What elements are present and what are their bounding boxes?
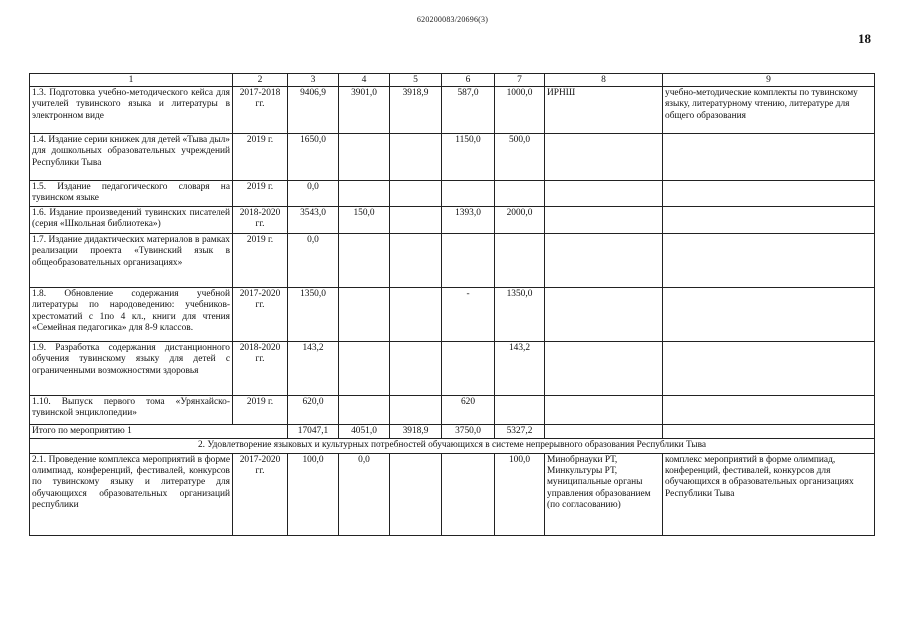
amount-cell: [339, 341, 390, 395]
total-amount-cell: 9406,9: [288, 87, 339, 134]
amount-cell: [390, 453, 442, 535]
amount-cell: 500,0: [495, 134, 545, 181]
amount-cell: 3918,9: [390, 87, 442, 134]
amount-cell: [390, 395, 442, 424]
column-number: 7: [495, 74, 545, 87]
activity-name: 1.3. Подготовка учебно-методического кейса для учителей тувинского языка и литературы в электронном виде: [30, 87, 233, 134]
result-cell: [663, 206, 875, 233]
amount-cell: [339, 287, 390, 341]
period-cell: 2017-2020 гг.: [233, 287, 288, 341]
amount-cell: [339, 395, 390, 424]
table-body: [30, 74, 875, 536]
result-cell: учебно-методические комплекты по тувинскому языку, литературному чтению, литературе для общего образования: [663, 87, 875, 134]
amount-cell: 587,0: [442, 87, 495, 134]
total-amount-cell: 1350,0: [288, 287, 339, 341]
executor-cell: [545, 181, 663, 207]
column-number: 8: [545, 74, 663, 87]
amount-cell: 2000,0: [495, 206, 545, 233]
amount-cell: -: [442, 287, 495, 341]
executor-cell: [545, 287, 663, 341]
amount-cell: [495, 395, 545, 424]
column-number: 5: [390, 74, 442, 87]
executor-cell: [545, 134, 663, 181]
activity-name: 1.4. Издание серии книжек для детей «Тыва дыл» для дошкольных образовательных учреждений Республики Тыва: [30, 134, 233, 181]
amount-cell: 1350,0: [495, 287, 545, 341]
activity-name: 1.8. Обновление содержания учебной литературы по народоведению: учебников-хрестоматий с 1по 4 кл., книги для чтения «Семейная педагогика» для 8-9 классов.: [30, 287, 233, 341]
total-label: Итого по мероприятию 1: [30, 424, 288, 438]
total-amount-cell: 17047,1: [288, 424, 339, 438]
document-code: 620200083/20696(3): [416, 15, 489, 24]
amount-cell: [390, 134, 442, 181]
table-row: [30, 181, 875, 207]
period-cell: 2017-2018 гг.: [233, 87, 288, 134]
amount-cell: [390, 341, 442, 395]
amount-cell: 620: [442, 395, 495, 424]
amount-cell: 3901,0: [339, 87, 390, 134]
period-cell: 2018-2020 гг.: [233, 206, 288, 233]
section-title: 2. Удовлетворение языковых и культурных потребностей обучающихся в системе непрерывного образования Республики Тыва: [30, 439, 875, 453]
total-amount-cell: 3543,0: [288, 206, 339, 233]
activity-name: 2.1. Проведение комплекса мероприятий в форме олимпиад, конференций, фестивалей, конкурсов по тувинскому языку и литературе для обучающихся образовательных организаций республики: [30, 453, 233, 535]
total-amount-cell: 1650,0: [288, 134, 339, 181]
result-cell: [663, 233, 875, 287]
total-amount-cell: 620,0: [288, 395, 339, 424]
amount-cell: [442, 181, 495, 207]
table-row: [30, 87, 875, 134]
executor-cell: [545, 395, 663, 424]
program-table: [29, 73, 875, 536]
result-cell: [663, 134, 875, 181]
executor-cell: Минобрнауки РТ, Минкультуры РТ, муниципальные органы управления образованием (по согласованию): [545, 453, 663, 535]
table-row: [30, 134, 875, 181]
total-amount-cell: 0,0: [288, 233, 339, 287]
column-number: 9: [663, 74, 875, 87]
table-row: [30, 233, 875, 287]
amount-cell: 150,0: [339, 206, 390, 233]
amount-cell: [339, 134, 390, 181]
amount-cell: 0,0: [339, 453, 390, 535]
period-cell: 2017-2020 гг.: [233, 453, 288, 535]
amount-cell: [442, 453, 495, 535]
empty-cell: [545, 424, 663, 438]
executor-cell: [545, 233, 663, 287]
amount-cell: [390, 287, 442, 341]
table-row: [30, 395, 875, 424]
activity-name: 1.7. Издание дидактических материалов в рамках реализации проекта «Тувинский язык в общеобразовательных организациях»: [30, 233, 233, 287]
table-row: [30, 287, 875, 341]
column-number: 3: [288, 74, 339, 87]
amount-cell: [390, 233, 442, 287]
amount-cell: 1000,0: [495, 87, 545, 134]
amount-cell: [495, 181, 545, 207]
column-number: 6: [442, 74, 495, 87]
executor-cell: [545, 206, 663, 233]
amount-cell: [442, 341, 495, 395]
activity-name: 1.6. Издание произведений тувинских писателей (серия «Школьная библиотека»): [30, 206, 233, 233]
amount-cell: 1150,0: [442, 134, 495, 181]
result-cell: [663, 287, 875, 341]
total-cell: 5327,2: [495, 424, 545, 438]
period-cell: 2019 г.: [233, 134, 288, 181]
amount-cell: [495, 233, 545, 287]
amount-cell: [390, 181, 442, 207]
activity-name: 1.5. Издание педагогического словаря на тувинском языке: [30, 181, 233, 207]
page-number: 18: [858, 31, 871, 46]
total-cell: 3750,0: [442, 424, 495, 438]
result-cell: комплекс мероприятий в форме олимпиад, конференций, фестивалей, конкурсов для обучающихся в образовательных организациях Республики Тыва: [663, 453, 875, 535]
table-row: [30, 206, 875, 233]
total-amount-cell: 0,0: [288, 181, 339, 207]
amount-cell: 1393,0: [442, 206, 495, 233]
total-amount-cell: 143,2: [288, 341, 339, 395]
amount-cell: [390, 206, 442, 233]
executor-cell: [545, 341, 663, 395]
empty-cell: [663, 424, 875, 438]
activity-name: 1.9. Разработка содержания дистанционного обучения тувинскому языку для детей с ограниченными возможностями здоровья: [30, 341, 233, 395]
amount-cell: [442, 233, 495, 287]
column-number: 2: [233, 74, 288, 87]
amount-cell: [339, 181, 390, 207]
total-amount-cell: 100,0: [288, 453, 339, 535]
table-row: [30, 453, 875, 535]
period-cell: 2019 г.: [233, 233, 288, 287]
column-number-row: [30, 74, 875, 87]
section-header-row: [30, 439, 875, 453]
amount-cell: [339, 233, 390, 287]
period-cell: 2019 г.: [233, 395, 288, 424]
total-cell: 4051,0: [339, 424, 390, 438]
result-cell: [663, 395, 875, 424]
column-number: 1: [30, 74, 233, 87]
total-row: [30, 424, 875, 438]
total-cell: 3918,9: [390, 424, 442, 438]
amount-cell: 143,2: [495, 341, 545, 395]
period-cell: 2018-2020 гг.: [233, 341, 288, 395]
period-cell: 2019 г.: [233, 181, 288, 207]
result-cell: [663, 181, 875, 207]
result-cell: [663, 341, 875, 395]
amount-cell: 100,0: [495, 453, 545, 535]
activity-name: 1.10. Выпуск первого тома «Урянхайско-тувинской энциклопедии»: [30, 395, 233, 424]
executor-cell: ИРНШ: [545, 87, 663, 134]
column-number: 4: [339, 74, 390, 87]
table-row: [30, 341, 875, 395]
